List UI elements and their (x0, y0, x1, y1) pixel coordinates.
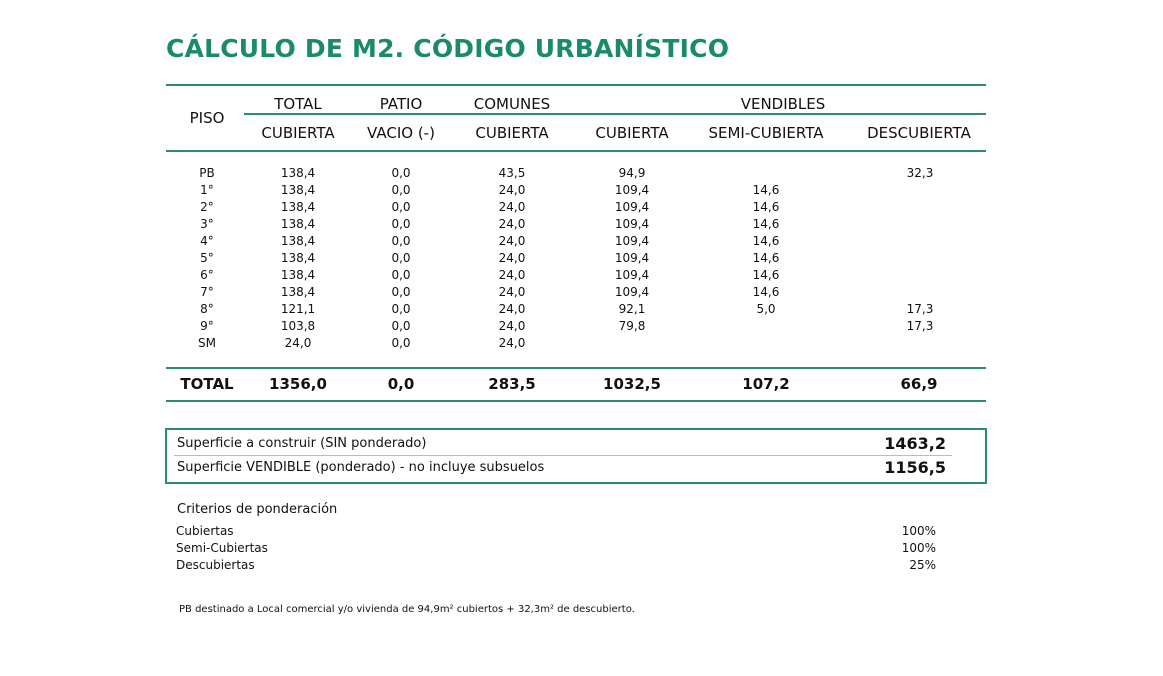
cell-comunes: 24,0 (498, 319, 526, 333)
summary-label-construir: Superficie a construir (SIN ponderado) (177, 436, 427, 451)
cell-comunes: 24,0 (498, 336, 526, 350)
cell-cubierta: 109,4 (614, 251, 650, 265)
subheader-comunes-cubierta: CUBIERTA (475, 124, 549, 142)
cell-total: 138,4 (280, 217, 316, 231)
header-patio: PATIO (379, 95, 423, 113)
cell-cubierta: 92,1 (618, 302, 646, 316)
criteria-title: Criterios de ponderación (177, 502, 338, 517)
cell-patio: 0,0 (391, 166, 411, 180)
cell-semi: 14,6 (752, 234, 780, 248)
cell-cubierta: 109,4 (614, 217, 650, 231)
totals-descubierta: 66,9 (900, 375, 938, 393)
summary-divider (174, 455, 952, 456)
cell-piso: 8° (200, 302, 214, 316)
header-bottom-rule (166, 150, 986, 152)
cell-patio: 0,0 (391, 200, 411, 214)
cell-total: 138,4 (280, 285, 316, 299)
cell-patio: 0,0 (391, 183, 411, 197)
header-comunes: COMUNES (473, 95, 551, 113)
criteria-label-descubiertas: Descubiertas (176, 558, 255, 572)
cell-semi: 5,0 (756, 302, 776, 316)
totals-label: TOTAL (180, 375, 234, 393)
header-total: TOTAL (274, 95, 322, 113)
cell-piso: SM (198, 336, 216, 350)
criteria-label-semi: Semi-Cubiertas (176, 541, 268, 555)
cell-total: 138,4 (280, 234, 316, 248)
subheader-semi-cubierta: SEMI-CUBIERTA (708, 124, 824, 142)
cell-comunes: 24,0 (498, 183, 526, 197)
cell-descubierta: 17,3 (906, 302, 934, 316)
cell-semi: 14,6 (752, 268, 780, 282)
cell-patio: 0,0 (391, 319, 411, 333)
cell-semi: 14,6 (752, 251, 780, 265)
cell-cubierta: 109,4 (614, 183, 650, 197)
subheader-total-cubierta: CUBIERTA (261, 124, 335, 142)
cell-piso: 9° (200, 319, 214, 333)
cell-comunes: 24,0 (498, 234, 526, 248)
cell-piso: 7° (200, 285, 214, 299)
cell-total: 138,4 (280, 268, 316, 282)
cell-patio: 0,0 (391, 268, 411, 282)
summary-label-vendible: Superficie VENDIBLE (ponderado) - no incluye subsuelos (177, 460, 545, 475)
cell-descubierta: 17,3 (906, 319, 934, 333)
cell-patio: 0,0 (391, 336, 411, 350)
subheader-patio-vacio: VACIO (-) (367, 124, 435, 142)
cell-patio: 0,0 (391, 302, 411, 316)
cell-piso: 3° (200, 217, 214, 231)
cell-cubierta: 109,4 (614, 200, 650, 214)
subheader-vend-cubierta: CUBIERTA (595, 124, 669, 142)
cell-piso: PB (199, 166, 215, 180)
totals-patio: 0,0 (387, 375, 415, 393)
cell-comunes: 43,5 (498, 166, 526, 180)
cell-patio: 0,0 (391, 251, 411, 265)
table-top-rule (166, 84, 986, 86)
cell-cubierta: 109,4 (614, 234, 650, 248)
header-vendibles: VENDIBLES (740, 95, 826, 113)
criteria-value-cubiertas: 100% (901, 524, 936, 538)
summary-value-vendible: 1156,5 (884, 458, 946, 477)
cell-total: 138,4 (280, 200, 316, 214)
cell-patio: 0,0 (391, 217, 411, 231)
cell-comunes: 24,0 (498, 251, 526, 265)
cell-comunes: 24,0 (498, 285, 526, 299)
cell-comunes: 24,0 (498, 217, 526, 231)
cell-patio: 0,0 (391, 285, 411, 299)
cell-comunes: 24,0 (498, 302, 526, 316)
cell-piso: 1° (200, 183, 214, 197)
cell-comunes: 24,0 (498, 268, 526, 282)
cell-piso: 6° (200, 268, 214, 282)
totals-cubierta: 1032,5 (603, 375, 661, 393)
cell-piso: 4° (200, 234, 214, 248)
totals-semi: 107,2 (742, 375, 790, 393)
totals-bottom-rule (166, 400, 986, 402)
cell-piso: 5° (200, 251, 214, 265)
summary-value-construir: 1463,2 (884, 434, 946, 453)
subheader-descubierta: DESCUBIERTA (867, 124, 971, 142)
cell-total: 24,0 (284, 336, 312, 350)
cell-total: 138,4 (280, 166, 316, 180)
criteria-value-semi: 100% (901, 541, 936, 555)
cell-piso: 2° (200, 200, 214, 214)
cell-total: 138,4 (280, 183, 316, 197)
cell-patio: 0,0 (391, 234, 411, 248)
cell-cubierta: 79,8 (618, 319, 646, 333)
cell-comunes: 24,0 (498, 200, 526, 214)
criteria-value-descubiertas: 25% (909, 558, 936, 572)
header-mid-rule (244, 113, 986, 115)
cell-cubierta: 94,9 (618, 166, 646, 180)
cell-descubierta: 32,3 (906, 166, 934, 180)
totals-top-rule (166, 367, 986, 369)
cell-cubierta: 109,4 (614, 268, 650, 282)
cell-semi: 14,6 (752, 217, 780, 231)
cell-total: 138,4 (280, 251, 316, 265)
cell-semi: 14,6 (752, 285, 780, 299)
cell-cubierta: 109,4 (614, 285, 650, 299)
cell-semi: 14,6 (752, 200, 780, 214)
totals-comunes: 283,5 (488, 375, 536, 393)
cell-semi: 14,6 (752, 183, 780, 197)
totals-total: 1356,0 (269, 375, 327, 393)
footnote: PB destinado a Local comercial y/o vivienda de 94,9m² cubiertos + 32,3m² de descubierto. (179, 604, 635, 615)
cell-total: 103,8 (280, 319, 316, 333)
criteria-label-cubiertas: Cubiertas (176, 524, 234, 538)
header-piso: PISO (189, 109, 225, 127)
page-title: CÁLCULO DE M2. CÓDIGO URBANÍSTICO (166, 34, 730, 63)
cell-total: 121,1 (280, 302, 316, 316)
